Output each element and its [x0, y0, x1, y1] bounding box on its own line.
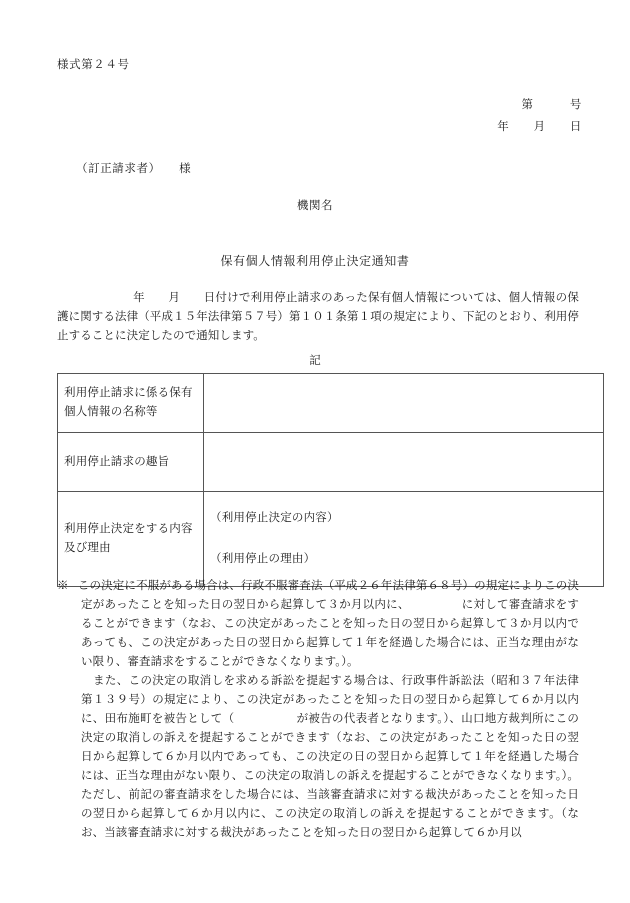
note-2-text-a: また、この決定の取消しを求める訴訟を提起する場合は、行政事件訴訟法（昭和３７年法律第１３９号）の規定により、この決定があったことを知った日の翌日から起算して６か月以内に、田布施町を被告として（ — [81, 675, 579, 725]
note-paragraph-2 — [57, 672, 579, 843]
body-text: 年 月 日付けで利用停止請求のあった保有個人情報については、個人情報の保護に関する法律（平成１５年法律第５７号）第１０１条第１項の規定により、下記のとおり、利用停止することに決定したので通知します。 — [57, 292, 579, 342]
table-row-label: 利用停止請求の趣旨 — [58, 433, 204, 492]
note-1-text-a: この決定に不服がある場合は、行政不服審査法（平成２６年法律第６８号）の規定によりこの決定があったことを知った日の翌日から起算して３か月以内に、 — [77, 580, 580, 611]
table-row-label: 利用停止請求に係る保有個人情報の名称等 — [58, 374, 204, 433]
notes-section — [57, 577, 579, 843]
decision-reason-label: （利用停止の理由） — [210, 553, 316, 565]
form-number: 様式第２４号 — [57, 59, 130, 71]
decision-content-label: （利用停止決定の内容） — [210, 512, 339, 524]
document-title: 保有個人情報利用停止決定通知書 — [220, 254, 410, 268]
ki-mark: 記 — [309, 355, 321, 367]
note-marker: ※ — [57, 580, 69, 592]
table-row — [58, 433, 604, 492]
note-1-text-b: に対して審査請求をすることができます（なお、この決定があったことを知った日の翌日から起算して３か月以内であっても、この決定があった日の翌日から起算して１年を経過した場合には、正当な理由がない限り、審査請求をすることができなくなります。）。 — [81, 599, 580, 668]
table-row-value[interactable] — [204, 374, 604, 433]
note-2-text-b: が被告の代表者となります。）、山口地方裁判所にこの決定の取消しの訴えを提起することができます（なお、この決定があったことを知った日の翌日から起算して６か月以内であっても、この決定の日の翌日から起算して１年を経過した場合には、正当な理由がない限り、この決定の取消しの訴えを提起することができなくなります。）。ただし、前記の審査請求をした場合には、当該審査請求に対する裁決があったことを知った日の翌日から起算して６か月以内に、この決定の取消しの訴えを提起することができます。（なお、当該審査請求に対する裁決があったことを知った日の翌日から起算して６か月以 — [81, 713, 579, 839]
addressee-line: （訂正請求者） 様 — [76, 163, 192, 175]
table-row — [58, 492, 604, 587]
document-date-field: 年 月 日 — [497, 121, 582, 133]
document-number-field: 第 号 — [521, 99, 582, 111]
decision-table — [57, 373, 604, 587]
note-paragraph-1 — [57, 577, 579, 672]
agency-name-field: 機関名 — [296, 200, 334, 212]
table-row-label: 利用停止決定をする内容及び理由 — [58, 492, 204, 587]
table-row — [58, 374, 604, 433]
table-row-value[interactable] — [204, 492, 604, 587]
table-row-value[interactable] — [204, 433, 604, 492]
body-paragraph — [57, 289, 579, 346]
